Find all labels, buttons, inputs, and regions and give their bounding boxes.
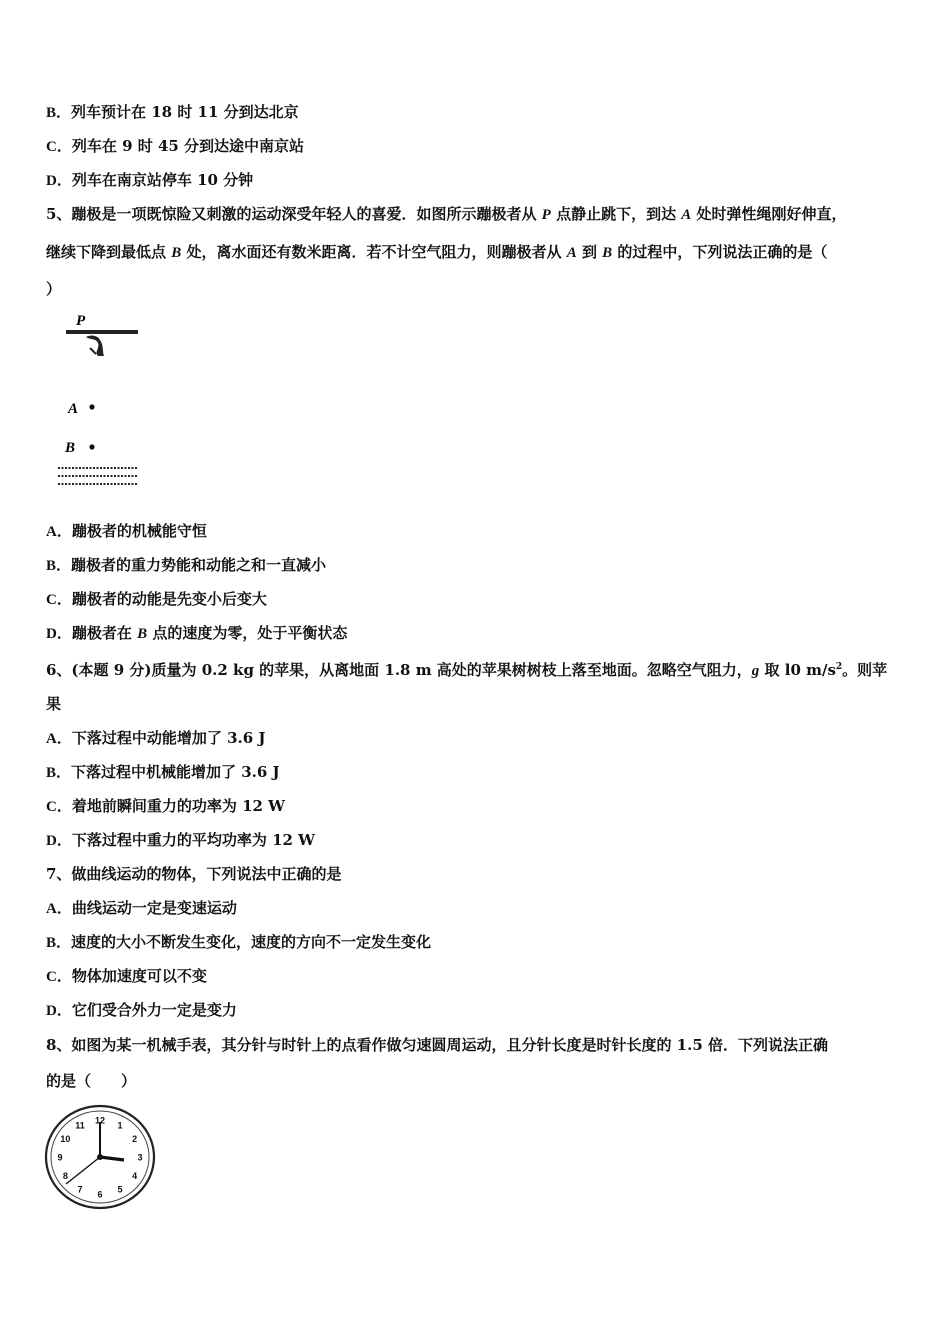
stem-text: 继续下降到最低点 [46,243,172,261]
option-label: B． [46,105,72,121]
q8-stem-line2 [46,1071,136,1091]
stem-text: 。则苹 [842,661,888,679]
clock-number: 6 [97,1189,103,1200]
option-text: 列车在 9 时 45 分到达途中南京站 [71,137,305,155]
clock-number: 11 [75,1120,85,1131]
clock-number: 1 [117,1120,123,1131]
stem-text: 处，离水面还有数米距离．若不计空气阻力，则蹦极者从 [181,243,567,261]
stem-text: 7、做曲线运动的物体，下列说法中正确的是 [46,865,342,883]
q4-option-c [46,136,304,157]
q5-stem-line2 [46,242,827,263]
stem-text: 的过程中，下列说法正确的是（ [612,243,828,261]
option-text: 列车预计在 18 时 11 分到达北京 [71,103,299,121]
stem-text: 处时弹性绳刚好伸直， [691,205,847,223]
option-text: 蹦极者的动能是先变小后变大 [71,590,267,608]
clock-number: 3 [137,1152,143,1163]
stem-text: 取 l0 m/s [759,661,836,679]
superscript: 2 [835,662,843,672]
option-text: 下落过程中动能增加了 3.6 J [71,729,266,747]
q4-option-d [46,170,253,191]
bungee-diagram [56,310,146,495]
option-label: A． [46,731,72,747]
q5-stem-line3 [46,279,61,299]
q6-option-b [46,762,280,783]
option-label: D． [46,626,72,642]
option-label: C． [46,799,72,815]
stem-text: 5、蹦极是一项既惊险又刺激的运动深受年轻人的喜爱．如图所示蹦极者从 [46,205,542,223]
q7-option-b [46,932,431,953]
q7-option-d [46,1000,237,1021]
option-text: 物体加速度可以不变 [71,967,207,985]
clock-number: 4 [132,1171,138,1181]
point-a [89,404,94,409]
clock-number: 7 [77,1184,83,1195]
option-label: C． [46,592,72,608]
q5-option-b [46,555,326,576]
option-label: B． [46,558,72,574]
water-surface [58,468,138,484]
option-text: 点的速度为零，处于平衡状态 [147,624,348,642]
platform [66,330,138,334]
label-b: B [65,440,76,456]
option-text: 它们受合外力一定是变力 [71,1001,237,1019]
stem-text: 点静止跳下，到达 [550,205,682,223]
variable-a: A [566,245,577,261]
variable-b: B [602,245,613,261]
q7-stem [46,864,341,884]
option-text: 蹦极者的重力势能和动能之和一直减小 [71,556,327,574]
variable-a: A [681,207,692,223]
stem-text: 的是（ ） [46,1072,137,1090]
q4-option-b [46,102,299,123]
clock-center [97,1154,103,1160]
clock-diagram [44,1104,156,1210]
variable-g: g [751,663,760,679]
q6-option-d [46,830,315,851]
variable-b: B [137,626,148,642]
option-label: A． [46,524,72,540]
q6-stem-line1 [46,657,887,681]
option-text: 着地前瞬间重力的功率为 12 W [71,797,286,815]
label-a: A [68,401,79,417]
clock-number: 5 [117,1184,123,1195]
q6-option-a [46,728,265,749]
option-text: 速度的大小不断发生变化，速度的方向不一定发生变化 [71,933,432,951]
clock-number: 10 [60,1134,71,1144]
q7-option-c [46,966,207,987]
option-label: A． [46,901,72,917]
stem-text: 果 [46,695,62,713]
option-label: D． [46,833,72,849]
option-text: 列车在南京站停车 10 分钟 [71,171,254,189]
option-text: 蹦极者在 [71,624,138,642]
q5-option-a [46,521,207,542]
point-b [89,444,94,449]
option-label: B． [46,765,72,781]
stem-text: ） [46,280,62,298]
option-label: C． [46,139,72,155]
stem-text: 8、如图为某一机械手表，其分针与时针上的点看作做匀速圆周运动，且分针长度是时针长度的 1.5 倍．下列说法正确 [46,1036,828,1054]
option-label: B． [46,935,72,951]
variable-p: P [541,207,551,223]
q6-option-c [46,796,285,817]
option-text: 曲线运动一定是变速运动 [71,899,237,917]
stem-text: 到 [576,243,603,261]
stem-text: 6、(本题 9 分)质量为 0.2 kg 的苹果，从离地面 1.8 m 高处的苹果树树枝上落至地面。忽略空气阻力， [46,661,752,679]
jumper-limb [90,348,96,354]
q6-stem-line2 [46,694,61,714]
q8-stem-line1 [46,1035,828,1055]
option-text: 蹦极者的机械能守恒 [71,522,207,540]
option-text: 下落过程中机械能增加了 3.6 J [71,763,280,781]
q5-option-d [46,623,347,644]
clock-number: 2 [132,1134,138,1144]
clock-number: 12 [94,1115,106,1126]
clock-number: 8 [62,1171,68,1181]
option-label: D． [46,173,72,189]
q7-option-a [46,898,237,919]
option-text: 下落过程中重力的平均功率为 12 W [71,831,316,849]
variable-b: B [171,245,182,261]
clock-number: 9 [57,1152,63,1163]
option-label: C． [46,969,72,985]
label-p: P [76,313,86,329]
q5-stem-line1 [46,204,847,225]
q5-option-c [46,589,267,610]
option-label: D． [46,1003,72,1019]
